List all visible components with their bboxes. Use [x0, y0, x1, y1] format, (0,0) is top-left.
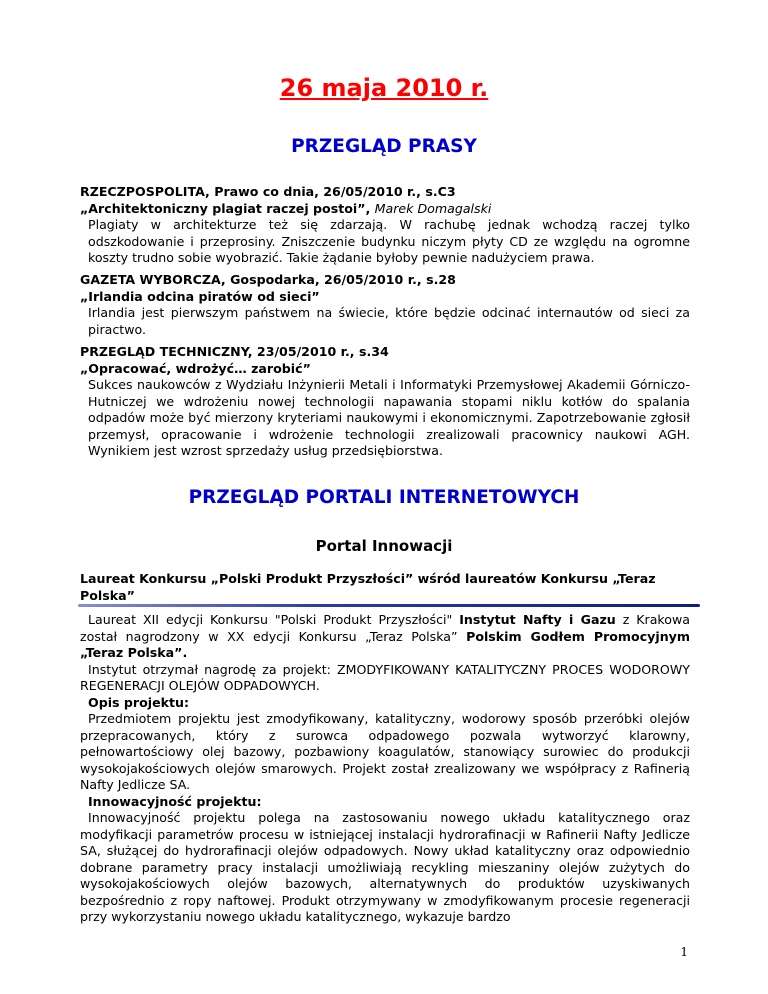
- article: [80, 184, 690, 267]
- section-divider: [78, 604, 700, 607]
- intro-paragraph: Laureat XII edycji Konkursu "Polski Produkt Przyszłości" Instytut Nafty i Gazu z Krakowa został nagrodzony w XX edycji Konkursu „Teraz Polska” Polskim Godłem Promocyjnym „Teraz Polska”.: [80, 612, 690, 660]
- article-author: Marek Domagalski: [374, 200, 492, 216]
- innovation-heading: Innowacyjność projektu:: [88, 793, 262, 809]
- article: [80, 344, 690, 460]
- article-source: RZECZPOSPOLITA, Prawo co dnia, 26/05/2010 r., s.C3: [80, 184, 456, 199]
- article-title: „Architektoniczny plagiat raczej postoi”, Marek Domagalski: [80, 200, 492, 216]
- portal-name: Portal Innowacji: [315, 537, 453, 555]
- article-title: „Opracować, wdrożyć… zarobić”: [80, 360, 311, 376]
- article-source: PRZEGLĄD TECHNICZNY, 23/05/2010 r., s.34: [80, 344, 389, 359]
- laureat-content: [80, 612, 690, 926]
- article-title: „Irlandia odcina piratów od sieci”: [80, 288, 320, 304]
- award-paragraph: Instytut otrzymał nagrodę za projekt: ZMODYFIKOWANY KATALITYCZNY PROCES WODOROWY REGENERACJI OLEJÓW ODPADOWYCH.: [80, 661, 690, 693]
- portals-review-heading: PRZEGLĄD PORTALI INTERNETOWYCH: [188, 487, 580, 508]
- article-source: GAZETA WYBORCZA, Gospodarka, 26/05/2010 r., s.28: [80, 272, 456, 287]
- press-review-heading: PRZEGLĄD PRASY: [291, 136, 477, 157]
- document-date: 26 maja 2010 r.: [279, 74, 489, 102]
- article: [80, 272, 690, 338]
- article-body: Plagiaty w architekturze też się zdarzają. W rachubę jednak wchodzą raczej tylko odszkodowanie i przeprosiny. Zniszczenie budynku niczym płyty CD ze względu na ogromne koszty trudno sobie wyobrazić. Takie żądanie byłoby pewnie nadużyciem prawa.: [88, 217, 690, 265]
- article-body: Sukces naukowców z Wydziału Inżynierii Metali i Informatyki Przemysłowej Akademii Górniczo-Hutniczej we wdrożeniu nowej technologii napawania stopami niklu kotłów do spalania odpadów może być mierzony kryteriami naukowymi i ekonomicznymi. Zapotrzebowanie zgłosił przemysł, opracowanie i wdrożenie technologii zrealizowali pracownicy naukowi AGH. Wynikiem jest wzrost sprzedaży usług przedsiębiorstwa.: [88, 377, 690, 458]
- page-number: 1: [680, 945, 688, 959]
- laureat-heading: Laureat Konkursu „Polski Produkt Przyszłości” wśród laureatów Konkursu „Teraz Polska”: [80, 571, 656, 603]
- article-body: Irlandia jest pierwszym państwem na świecie, które będzie odcinać internautów od sieci za piractwo.: [88, 305, 690, 337]
- innovation-paragraph: Innowacyjność projektu polega na zastosowaniu nowego układu katalitycznego oraz modyfikacji parametrów procesu w istniejącej instalacji hydrorafinacji w Rafinerii Nafty Jedlicze SA, służącej do hydrorafinacji olejów odpadowych. Nowy układ katalityczny oraz odpowiednio dobrane parametry pracy instalacji umożliwiają recykling mieszaniny olejów zużytych do wysokojakościowych olejów bazowych, alternatywnych do produktów uzyskiwanych bezpośrednio z ropy naftowej. Produkt otrzymywany w zmodyfikowanym procesie regeneracji przy wykorzystaniu nowego układu katalitycznego, wykazuje bardzo: [80, 810, 690, 924]
- description-paragraph: Przedmiotem projektu jest zmodyfikowany, katalityczny, wodorowy sposób przeróbki olejów przepracowanych, który z surowca odpadowego pozwala wytworzyć klarowny, pełnowartościowy olej bazowy, pozbawiony koagulatów, stanowiący surowiec do produkcji wysokojakościowych olejów smarowych. Projekt został zrealizowany we współpracy z Rafinerią Nafty Jedlicze SA.: [80, 711, 690, 792]
- description-heading: Opis projektu:: [88, 694, 190, 710]
